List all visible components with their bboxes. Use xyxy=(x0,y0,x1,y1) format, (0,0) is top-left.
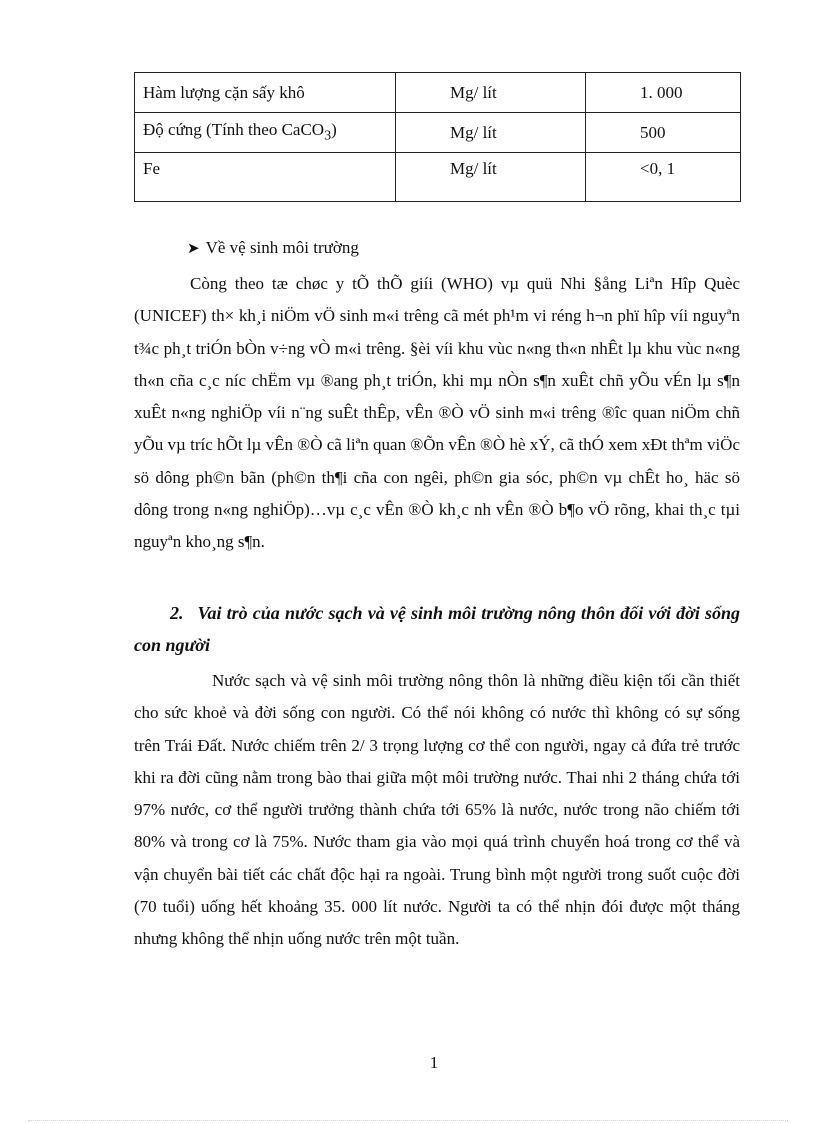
cell-value: 1. 000 xyxy=(586,73,741,113)
section-bullet xyxy=(187,238,359,258)
cell-unit: Mg/ lít xyxy=(396,113,586,153)
parameter-subscript: 3 xyxy=(324,127,332,144)
cell-value: <0, 1 xyxy=(586,153,741,202)
table-row xyxy=(135,113,741,153)
cell-parameter xyxy=(135,153,396,202)
water-quality-table xyxy=(134,72,741,202)
heading-number: 2. xyxy=(170,603,184,623)
heading-text: Vai trò của nước sạch và vệ sinh môi trường nông thôn đối với đời sống con người xyxy=(134,603,740,655)
parameter-name: Hàm lượng cặn sấy khô xyxy=(143,82,305,102)
cell-parameter xyxy=(135,73,396,113)
parameter-suffix: ) xyxy=(331,120,337,140)
cell-value: 500 xyxy=(586,113,741,153)
paragraph-sanitation: Còng theo tæ chøc y tÕ thÕ giíi (WHO) vµ quü Nhi §ång Liªn Hîp Quèc (UNICEF) th× kh¸i niÖm vÖ sinh m«i trêng cã mét ph¹m vi réng h¬n phï hîp víi nguyªn t¾c ph¸t triÓn bÒn v÷ng vÒ m«i trêng. §èi víi khu vùc n«ng th«n nhÊt lµ khu vùc n«ng th«n cña c¸c níc chËm vµ ®ang ph¸t triÓn, khi mµ nÒn s¶n xuÊt chñ yÕu vÉn lµ s¶n xuÊt n«ng nghiÖp víi n¨ng suÊt thÊp, vÊn ®Ò vÖ sinh m«i trêng ®îc quan niÖm chñ yÕu vµ tríc hÕt lµ vÊn ®Ò cã liªn quan ®Õn vÊn ®Ò hè xÝ, cã thÓ xem xÐt thªm viÖc sö dông ph©n bãn (ph©n th¶i cña con ngêi, ph©n gia sóc, ph©n vµ chÊt ho¸ häc sö dông trong n«ng nghiÖp)…vµ c¸c vÊn ®Ò kh¸c nh vÊn ®Ò b¶o vÖ rõng, khai th¸c tµi nguyªn kho¸ng s¶n. xyxy=(134,274,740,552)
table-row xyxy=(135,73,741,113)
table-body xyxy=(135,73,741,202)
arrow-bullet-icon: ➤ xyxy=(187,241,200,257)
page-bottom-divider xyxy=(28,1120,788,1121)
parameter-name: Độ cứng (Tính theo CaCO xyxy=(143,120,325,140)
cell-unit: Mg/ lít xyxy=(396,153,586,202)
paragraph-clean-water: Nước sạch và vệ sinh môi trường nông thôn là những điều kiện tối cần thiết cho sức khoẻ và đời sống con người. Có thể nói không có nước thì không có sự sống trên Trái Đất. Nước chiếm trên 2/ 3 trọng lượng cơ thể con người, ngay cả đứa trẻ trước khi ra đời cũng nằm trong bào thai giữa một môi trường nước. Thai nhi 2 tháng chứa tới 97% nước, cơ thể người trưởng thành chứa tới 65% là nước, nước trong não chiếm tới 80% và trong cơ là 75%. Nước tham gia vào mọi quá trình chuyển hoá trong cơ thể và vận chuyển bài tiết các chất độc hại ra ngoài. Trung bình một người trong suốt cuộc đời (70 tuổi) uống hết khoảng 35. 000 lít nước. Người ta có thể nhịn đói được một tháng nhưng không thể nhịn uống nước trên một tuần. xyxy=(134,671,740,949)
section-heading xyxy=(134,597,740,661)
cell-unit: Mg/ lít xyxy=(396,73,586,113)
cell-parameter xyxy=(135,113,396,153)
page-number: 1 xyxy=(429,1053,439,1072)
parameter-name: Fe xyxy=(143,159,160,178)
bullet-text: Về vệ sinh môi trường xyxy=(205,238,359,257)
table-row xyxy=(135,153,741,202)
